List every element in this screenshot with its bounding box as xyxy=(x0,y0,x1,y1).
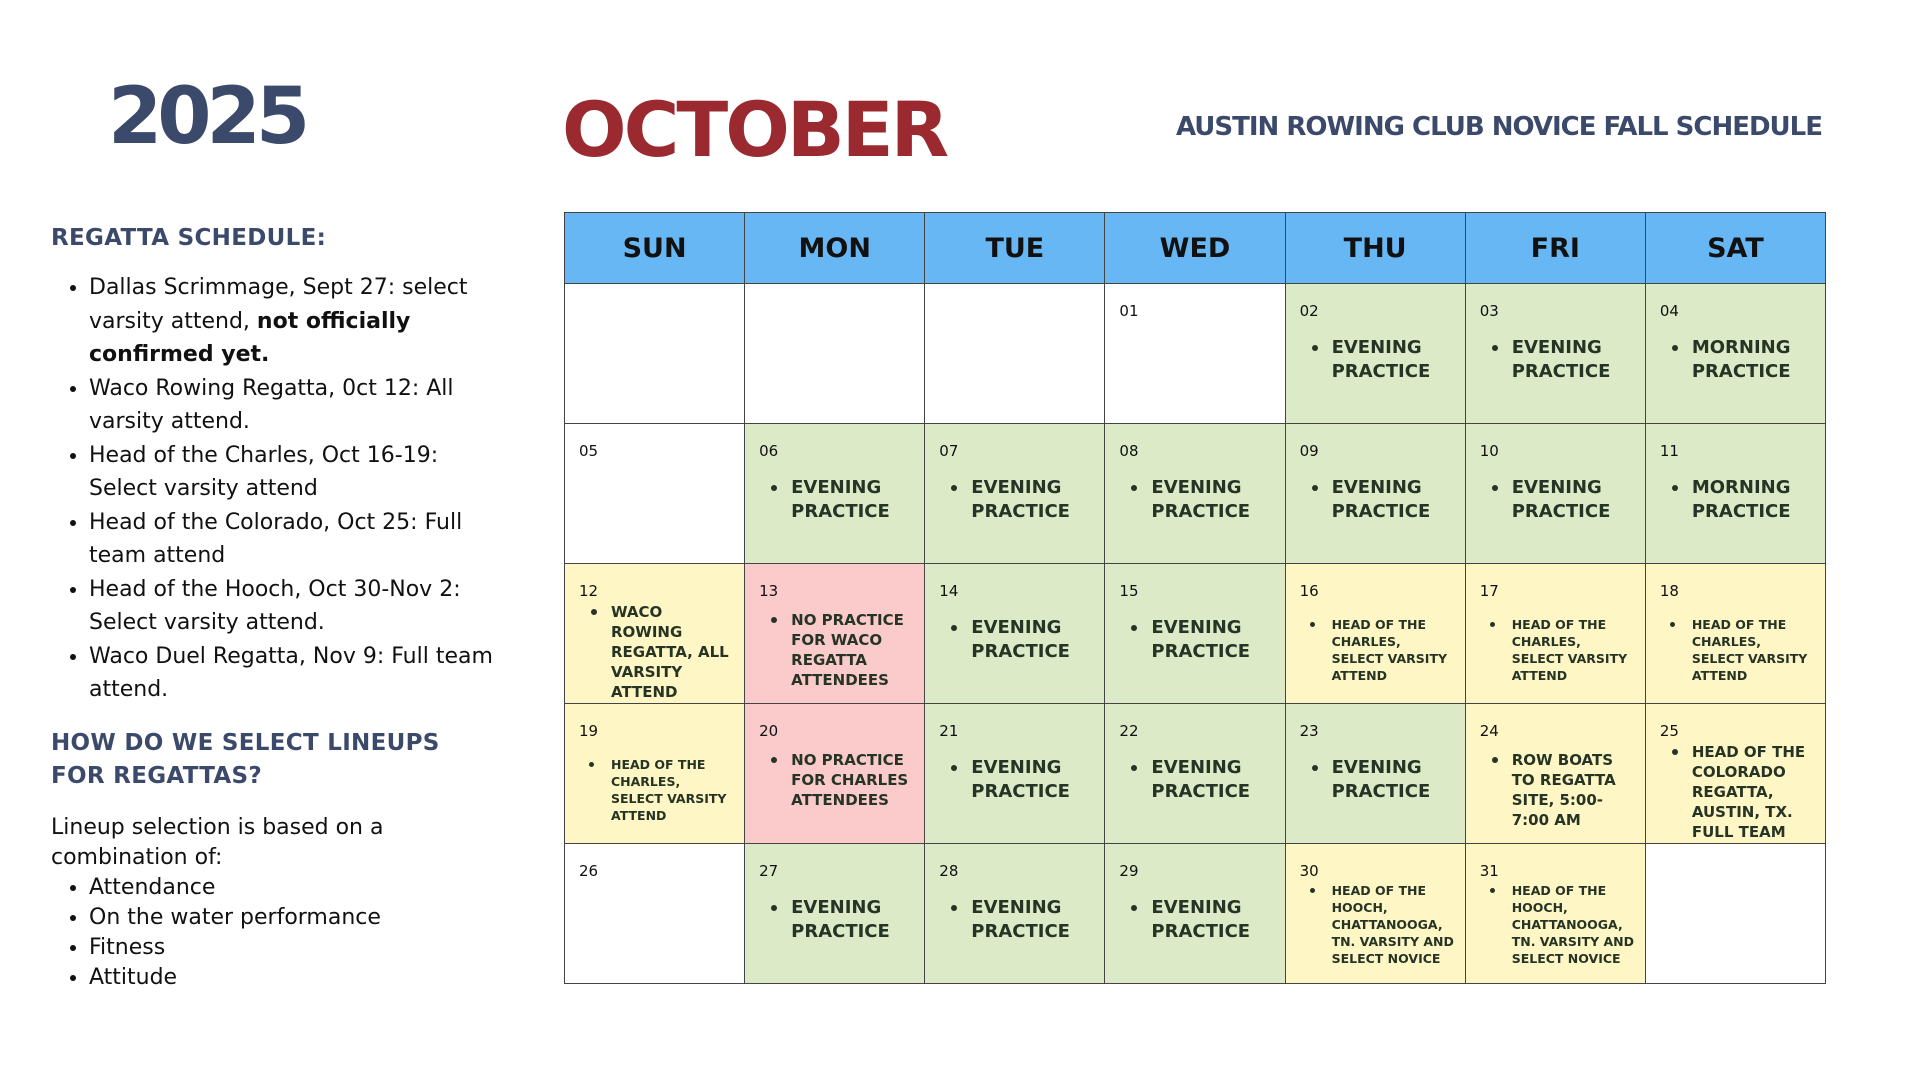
day-cell xyxy=(1105,424,1285,564)
event-item: HEAD OF THE CHARLES, SELECT VARSITY ATTEND xyxy=(1664,616,1817,684)
day-number: 12 xyxy=(579,582,599,600)
day-cell xyxy=(1105,704,1285,844)
day-cell xyxy=(1645,424,1825,564)
regatta-item-text: Head of the Hooch, Oct 30-Nov 2: Select varsity attend. xyxy=(89,576,461,635)
month-title: OCTOBER xyxy=(562,85,947,174)
lineup-intro-text: Lineup selection is based on a combination of: xyxy=(51,814,384,870)
event-item: EVENING PRACTICE xyxy=(1484,476,1637,524)
event-item: HEAD OF THE CHARLES, SELECT VARSITY ATTEND xyxy=(1484,616,1637,684)
regatta-item-text: Waco Rowing Regatta, 0ct 12: All varsity attend. xyxy=(89,375,454,434)
day-number: 19 xyxy=(579,722,599,740)
event-list xyxy=(763,896,916,944)
day-cell xyxy=(565,424,745,564)
criteria-item: • On the water performance xyxy=(89,903,511,933)
regatta-item xyxy=(89,573,511,640)
day-cell xyxy=(1465,704,1645,844)
event-list xyxy=(943,756,1096,804)
event-item: EVENING PRACTICE xyxy=(1304,476,1457,524)
weekday-header-row xyxy=(565,213,1826,284)
day-number: 14 xyxy=(939,582,959,600)
event-list xyxy=(1304,882,1457,967)
regatta-item xyxy=(89,439,511,506)
october-calendar xyxy=(564,212,1826,984)
day-number: 15 xyxy=(1119,582,1139,600)
event-list xyxy=(1123,476,1276,524)
empty-day-cell xyxy=(925,284,1105,424)
day-number: 17 xyxy=(1479,582,1499,600)
day-cell xyxy=(1285,564,1465,704)
day-cell xyxy=(745,844,925,984)
regatta-item xyxy=(89,372,511,439)
regatta-item-text: Head of the Colorado, Oct 25: Full team attend xyxy=(89,509,463,568)
day-cell xyxy=(565,564,745,704)
event-item: ROW BOATS TO REGATTA SITE, 5:00-7:00 AM xyxy=(1484,750,1637,830)
day-cell xyxy=(745,424,925,564)
event-list xyxy=(1304,756,1457,804)
event-item: EVENING PRACTICE xyxy=(763,896,916,944)
day-cell xyxy=(1645,704,1825,844)
regatta-schedule-heading: REGATTA SCHEDULE: xyxy=(51,225,327,251)
event-list xyxy=(943,476,1096,524)
day-cell xyxy=(1285,704,1465,844)
day-number: 26 xyxy=(579,862,599,880)
event-list xyxy=(1484,476,1637,524)
event-list xyxy=(1664,616,1817,684)
event-list xyxy=(763,610,916,690)
weekday-header: FRI xyxy=(1465,213,1645,284)
empty-day-cell xyxy=(745,284,925,424)
day-cell xyxy=(1285,424,1465,564)
event-item: MORNING PRACTICE xyxy=(1664,336,1817,384)
criteria-item: • Attendance xyxy=(89,873,511,903)
event-list xyxy=(1484,616,1637,684)
year-title: 2025 xyxy=(108,72,306,162)
event-list xyxy=(1484,882,1637,967)
week-row xyxy=(565,564,1826,704)
day-number: 11 xyxy=(1659,442,1679,460)
weekday-header: SAT xyxy=(1645,213,1825,284)
weekday-header: TUE xyxy=(925,213,1105,284)
day-cell xyxy=(1465,844,1645,984)
criteria-item: • Fitness xyxy=(89,933,511,963)
regatta-item-text: Dallas Scrimmage, Sept 27: select varsity attend, xyxy=(89,275,468,334)
day-number: 05 xyxy=(579,442,599,460)
day-cell xyxy=(565,844,745,984)
event-list xyxy=(1304,336,1457,384)
regatta-item-note: not officially confirmed yet. xyxy=(89,308,411,367)
event-list xyxy=(1484,750,1637,830)
day-cell xyxy=(1285,284,1465,424)
day-cell xyxy=(1105,564,1285,704)
lineup-criteria-list xyxy=(51,873,511,993)
criteria-item: • Attitude xyxy=(89,963,511,993)
event-list xyxy=(1304,476,1457,524)
day-number: 31 xyxy=(1479,862,1499,880)
event-list xyxy=(1664,476,1817,524)
day-number: 21 xyxy=(939,722,959,740)
event-item: EVENING PRACTICE xyxy=(943,896,1096,944)
day-cell xyxy=(745,564,925,704)
day-number: 29 xyxy=(1119,862,1139,880)
event-list xyxy=(1484,336,1637,384)
event-list xyxy=(1123,616,1276,664)
day-cell xyxy=(1105,284,1285,424)
day-cell xyxy=(1465,424,1645,564)
regatta-item xyxy=(89,640,511,707)
day-number: 13 xyxy=(759,582,779,600)
event-list xyxy=(1304,616,1457,684)
event-item: EVENING PRACTICE xyxy=(1123,616,1276,664)
event-item: HEAD OF THE COLORADO REGATTA, AUSTIN, TX. FULL TEAM xyxy=(1664,742,1817,842)
event-list xyxy=(943,616,1096,664)
day-cell xyxy=(565,704,745,844)
calendar-body xyxy=(565,284,1826,984)
weekday-header: WED xyxy=(1105,213,1285,284)
day-cell xyxy=(925,564,1105,704)
event-list xyxy=(1123,756,1276,804)
lineup-selection-heading: HOW DO WE SELECT LINEUPS FOR REGATTAS? xyxy=(51,729,440,789)
day-number: 07 xyxy=(939,442,959,460)
event-item: EVENING PRACTICE xyxy=(1123,896,1276,944)
regatta-list xyxy=(51,271,511,707)
event-list xyxy=(1664,742,1817,842)
day-number: 04 xyxy=(1659,302,1679,320)
day-number: 02 xyxy=(1299,302,1319,320)
event-list xyxy=(1664,336,1817,384)
event-list xyxy=(943,896,1096,944)
day-number: 09 xyxy=(1299,442,1319,460)
event-list xyxy=(583,756,736,824)
day-number: 16 xyxy=(1299,582,1319,600)
day-number: 10 xyxy=(1479,442,1499,460)
day-cell xyxy=(1285,844,1465,984)
event-item: NO PRACTICE FOR CHARLES ATTENDEES xyxy=(763,750,916,810)
day-number: 08 xyxy=(1119,442,1139,460)
day-number: 06 xyxy=(759,442,779,460)
week-row xyxy=(565,844,1826,984)
event-item: EVENING PRACTICE xyxy=(1304,336,1457,384)
regatta-item xyxy=(89,271,511,372)
day-number: 23 xyxy=(1299,722,1319,740)
regatta-item-text: Head of the Charles, Oct 16-19: Select varsity attend xyxy=(89,442,439,501)
day-cell xyxy=(925,424,1105,564)
regatta-item-text: Waco Duel Regatta, Nov 9: Full team attend. xyxy=(89,643,493,702)
regatta-item xyxy=(89,506,511,573)
event-item: MORNING PRACTICE xyxy=(1664,476,1817,524)
event-item: EVENING PRACTICE xyxy=(1123,756,1276,804)
event-list xyxy=(763,476,916,524)
event-item: EVENING PRACTICE xyxy=(1484,336,1637,384)
day-number: 24 xyxy=(1479,722,1499,740)
weekday-header: MON xyxy=(745,213,925,284)
day-number: 01 xyxy=(1119,302,1139,320)
day-number: 25 xyxy=(1659,722,1679,740)
weekday-header: SUN xyxy=(565,213,745,284)
event-item: EVENING PRACTICE xyxy=(763,476,916,524)
day-cell xyxy=(1645,564,1825,704)
day-number: 30 xyxy=(1299,862,1319,880)
event-item: EVENING PRACTICE xyxy=(943,476,1096,524)
day-number: 27 xyxy=(759,862,779,880)
event-item: HEAD OF THE HOOCH, CHATTANOOGA, TN. VARSITY AND SELECT NOVICE xyxy=(1304,882,1457,967)
weekday-header: THU xyxy=(1285,213,1465,284)
event-item: EVENING PRACTICE xyxy=(943,616,1096,664)
week-row xyxy=(565,424,1826,564)
event-list xyxy=(583,602,736,702)
day-cell xyxy=(925,844,1105,984)
day-cell xyxy=(1105,844,1285,984)
day-cell xyxy=(1465,564,1645,704)
event-item: HEAD OF THE HOOCH, CHATTANOOGA, TN. VARSITY AND SELECT NOVICE xyxy=(1484,882,1637,967)
day-number: 28 xyxy=(939,862,959,880)
event-item: HEAD OF THE CHARLES, SELECT VARSITY ATTEND xyxy=(583,756,736,824)
day-cell xyxy=(925,704,1105,844)
day-number: 03 xyxy=(1479,302,1499,320)
empty-day-cell xyxy=(565,284,745,424)
day-number: 20 xyxy=(759,722,779,740)
event-item: HEAD OF THE CHARLES, SELECT VARSITY ATTEND xyxy=(1304,616,1457,684)
event-item: WACO ROWING REGATTA, ALL VARSITY ATTEND xyxy=(583,602,736,702)
day-number: 22 xyxy=(1119,722,1139,740)
event-list xyxy=(763,750,916,810)
day-number: 18 xyxy=(1659,582,1679,600)
week-row xyxy=(565,284,1826,424)
day-cell xyxy=(1645,284,1825,424)
event-item: EVENING PRACTICE xyxy=(1123,476,1276,524)
day-cell xyxy=(745,704,925,844)
week-row xyxy=(565,704,1826,844)
event-item: EVENING PRACTICE xyxy=(1304,756,1457,804)
empty-day-cell xyxy=(1645,844,1825,984)
day-cell xyxy=(1465,284,1645,424)
event-item: NO PRACTICE FOR WACO REGATTA ATTENDEES xyxy=(763,610,916,690)
event-list xyxy=(1123,896,1276,944)
info-sidebar xyxy=(51,222,511,993)
event-item: EVENING PRACTICE xyxy=(943,756,1096,804)
club-schedule-title: AUSTIN ROWING CLUB NOVICE FALL SCHEDULE xyxy=(1175,112,1822,142)
